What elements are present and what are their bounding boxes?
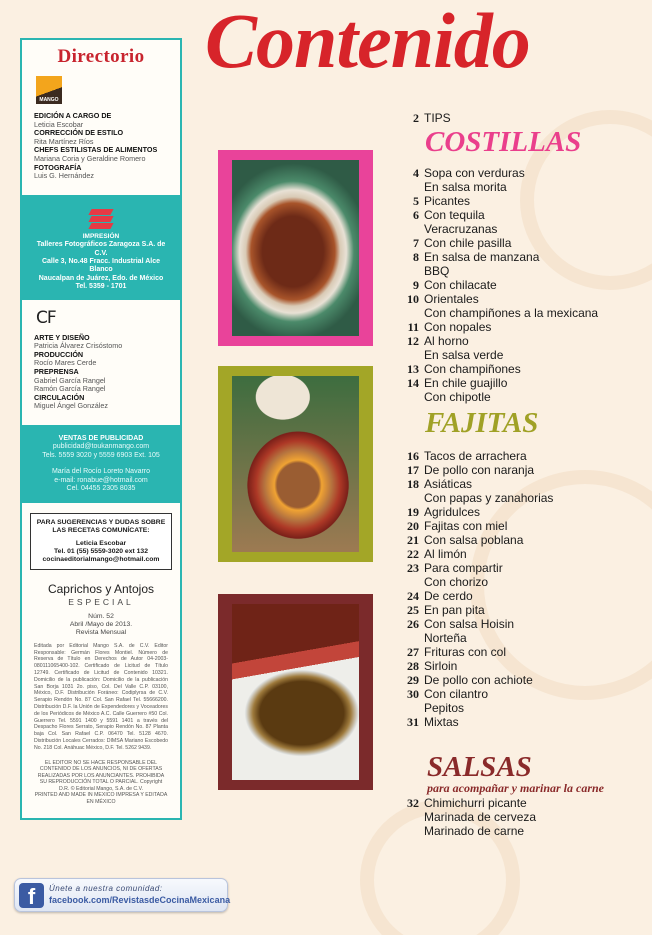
toc-entry[interactable] — [393, 111, 643, 125]
toc-recipe-title: Chimichurri picante — [424, 796, 527, 810]
toc-page-number: 19 — [407, 505, 419, 519]
zaragoza-logo — [87, 207, 115, 229]
toc-page-number: 8 — [413, 250, 419, 264]
toc-page-number: 12 — [407, 334, 419, 348]
magazine-name: Caprichos y Antojos — [47, 582, 155, 597]
toc-recipe-title: De cerdo — [424, 589, 473, 603]
toc-entry[interactable] — [393, 376, 643, 390]
toc-entry[interactable] — [393, 715, 643, 729]
toc-recipe-title: Para compartir — [424, 561, 503, 575]
toc-entry[interactable] — [393, 292, 643, 306]
credit-role: CHEFS ESTILISTAS DE ALIMENTOS — [34, 145, 158, 155]
toc-entry[interactable] — [393, 824, 643, 838]
toc-entry[interactable] — [393, 463, 643, 477]
credit-role: EDICIÓN A CARGO DE — [34, 111, 112, 120]
toc-page-number: 14 — [407, 376, 419, 390]
toc-entry[interactable] — [393, 449, 643, 463]
toc-entry[interactable] — [393, 547, 643, 561]
toc-recipe-title: Pepitos — [424, 701, 465, 715]
toc-page-number: 13 — [407, 362, 419, 376]
toc-entry[interactable] — [393, 362, 643, 376]
section-fajitas: FAJITAS — [425, 407, 539, 439]
toc-entry[interactable] — [393, 264, 643, 278]
toc-entry[interactable] — [393, 320, 643, 334]
directory-panel — [20, 38, 182, 820]
toc-entry[interactable] — [393, 348, 643, 362]
toc-recipe-title: Con nopales — [424, 320, 492, 334]
toc-recipe-title: Con champiñones — [424, 362, 521, 376]
toc-page-number: 17 — [407, 463, 419, 477]
toc-page-number: 28 — [407, 659, 419, 673]
toc-recipe-title: Fajitas con miel — [424, 519, 508, 533]
toc-entry[interactable] — [393, 208, 643, 222]
toc-recipe-title: Marinado de carne — [424, 824, 525, 838]
toc-recipe-title: BBQ — [424, 264, 450, 278]
toc-recipe-title: Norteña — [424, 631, 467, 645]
toc-entry[interactable] — [393, 687, 643, 701]
section-salsas: SALSAS — [427, 751, 532, 783]
credit-name: Gabriel García Rangel — [34, 375, 106, 385]
toc-page-number: 7 — [413, 236, 419, 250]
toc-recipe-title: En pan pita — [424, 603, 485, 617]
facebook-link[interactable]: facebook.com/RevistasdeCocinaMexicana — [49, 895, 231, 905]
toc-page-number: 11 — [407, 320, 419, 334]
disclaimer-text: EL EDITOR NO SE HACE RESPONSABLE DEL CONTENIDO DE LOS ANUNCIOS, NI DE OFERTAS REALIZADAS POR LOS ANUNCIANTES. PROHIBIDA SU REPRODUCCIÓN TOTAL O PARCIAL. Copyright D.R. © Editorial Mango, S.A. de C.V. PRINTED AND MADE IN MEXICO IMPRESA Y EDITADA EN MÉXICO — [34, 759, 168, 806]
toc-entry[interactable] — [393, 334, 643, 348]
toc-entry[interactable] — [393, 701, 643, 715]
facebook-banner[interactable] — [14, 878, 231, 912]
toc-recipe-title: Picantes — [424, 194, 471, 208]
toc-entry[interactable] — [393, 180, 643, 194]
ribs-photo — [218, 150, 373, 346]
toc-page-number: 10 — [407, 292, 419, 306]
toc-entry[interactable] — [393, 673, 643, 687]
toc-entry[interactable] — [393, 631, 643, 645]
toc-entry[interactable] — [393, 533, 643, 547]
toc-recipe-title: Con champiñones a la mexicana — [424, 306, 599, 320]
facebook-icon: f — [19, 883, 44, 908]
toc-entry[interactable] — [393, 810, 643, 824]
toc-recipe-title: Al limón — [424, 547, 467, 561]
credit-name: Rocío Mares Cerde — [34, 358, 97, 368]
credit-name: Rita Martínez Ríos — [34, 136, 94, 146]
toc-entry[interactable] — [393, 603, 643, 617]
toc-recipe-title: Con salsa poblana — [424, 533, 524, 547]
ads-block: VENTAS DE PUBLICIDAD publicidad@toukanmango.com Tels. 5559 3020 y 5559 6903 Ext. 105 María del Rocío Loreto Navarro e-mail: ronabue@hotmail.com Cel. 04455 2305 8035 — [22, 425, 180, 503]
toc-page-number: 6 — [413, 208, 419, 222]
toc-entry[interactable] — [393, 561, 643, 575]
toc-recipe-title: Frituras con col — [424, 645, 507, 659]
toc-page-number: 25 — [407, 603, 419, 617]
credit-name: Luis G. Hernández — [34, 171, 94, 181]
toc-page-number: 26 — [407, 617, 419, 631]
toc-recipe-title: Tacos de arrachera — [424, 449, 527, 463]
legal-text: Editada por Editorial Mango S.A. de C.V. Editor Responsable: Germán Flores Montiel. Número de Reserva de Título en Derechos de Autor 04-2003-080111065400-102. Certificado de Licitud de Título 12749. Certificado de Licitud de Contenido 10321. Domicilio de la publicación: Domicilio de la publicación San Borja 1031 2o. piso, Col. Del Valle C.P. 03100, México, D.F. Distribución Foráneo: Codiplyrsa de C.V. Serapio Rendón No. 87 Col. San Rafael Tel. 55666200. Distribución D.F. la Unión de Expendedores y Voceadores de los Periódicos de México A.C. Calle Guerrero #50 Col. Guerrero Tel. 5591 1400 y 5591 1401 a través del Despacho Flores Serrato, Serapio Rendón No. 87 Planta baja Col. San Rafael C.P. 06470 Tel. 5128 4670. Distribución Locales Cerrados: DIMSA Mariano Escobedo No. 218 Col. Anáhuac México, D.F. Tel. 5262 9439. — [34, 642, 168, 751]
printing-block: IMPRESIÓN Talleres Fotográficos Zaragoza S.A. de C.V. Calle 3, No.48 Fracc. Industrial Alce Blanco Naucalpan de Juárez, Edo. de México Tel. 5359 - 1701 — [22, 195, 180, 300]
toc-entry[interactable] — [393, 659, 643, 673]
toc-recipe-title: Con cilantro — [424, 687, 489, 701]
toc-entry[interactable] — [393, 166, 643, 180]
toc-entry[interactable] — [393, 390, 643, 404]
toc-recipe-title: Con salsa Hoisin — [424, 617, 515, 631]
toc-recipe-title: Con tequila — [424, 208, 485, 222]
toc-page-number: 22 — [407, 547, 419, 561]
toc-page-number: 23 — [407, 561, 419, 575]
toc-page-number: 27 — [407, 645, 419, 659]
section-costillas: COSTILLAS — [425, 126, 582, 158]
toc-entry[interactable] — [393, 250, 643, 264]
salsa-photo — [218, 594, 373, 790]
toc-recipe-title: En salsa de manzana — [424, 250, 540, 264]
toc-page-number: 18 — [407, 477, 419, 491]
toc-entry[interactable] — [393, 222, 643, 236]
toc-entry[interactable] — [393, 491, 643, 505]
toc-entry[interactable] — [393, 194, 643, 208]
credit-role: ARTE Y DISEÑO — [34, 332, 90, 342]
toc-recipe-title: De pollo con achiote — [424, 673, 533, 687]
toc-page-number: 4 — [413, 166, 419, 180]
toc-entry[interactable] — [393, 477, 643, 491]
toc-recipe-title: En salsa morita — [424, 180, 507, 194]
toc-recipe-title: Marinada de cerveza — [424, 810, 537, 824]
toc-page-number: 5 — [413, 194, 419, 208]
toc-recipe-title: Con chile pasilla — [424, 236, 512, 250]
credits-editorial — [22, 112, 180, 181]
toc-page-number: 32 — [407, 796, 419, 810]
toc-page-number: 31 — [407, 715, 419, 729]
toc-recipe-title: Mixtas — [424, 715, 459, 729]
credits-production — [22, 334, 180, 411]
toc-entry[interactable] — [393, 519, 643, 533]
toc-entry[interactable] — [393, 278, 643, 292]
credit-role: CORRECCIÓN DE ESTILO — [34, 128, 124, 138]
directory-title: Directorio — [57, 46, 145, 67]
toc-entry[interactable] — [393, 236, 643, 250]
credit-name: Miguel Ángel González — [34, 401, 108, 411]
toc-entry[interactable] — [393, 617, 643, 631]
toc-entry[interactable] — [393, 589, 643, 603]
issue-info: Núm. 52 Abril /Mayo de 2013. Revista Mensual — [69, 613, 133, 636]
credit-name: Mariana Coria y Geraldine Romero — [34, 153, 146, 163]
toc-recipe-title: Veracruzanas — [424, 222, 498, 236]
page-title: Contenido — [205, 0, 530, 84]
toc-entry[interactable] — [393, 306, 643, 320]
toc-page-number: 2 — [413, 111, 419, 125]
toc-recipe-title: Agridulces — [424, 505, 481, 519]
toc-page-number: 21 — [407, 533, 419, 547]
toc-recipe-title: En chile guajillo — [424, 376, 508, 390]
toc-recipe-title: Sopa con verduras — [424, 166, 525, 180]
mango-logo: MANGO — [36, 76, 62, 104]
suggestions-box: PARA SUGERENCIAS Y DUDAS SOBRE LAS RECETAS COMUNÍCATE: Leticia Escobar Tel. 01 (55) 5559-3020 ext 132 cocinaeditorialmango@hotmail.com — [30, 513, 172, 570]
credit-role: PRODUCCIÓN — [34, 349, 84, 359]
fajitas-photo — [218, 366, 373, 562]
toc-entry[interactable] — [393, 575, 643, 589]
toc-recipe-title: Con chorizo — [424, 575, 489, 589]
toc-recipe-title: Con chipotle — [424, 390, 491, 404]
toc-entry[interactable] — [393, 505, 643, 519]
toc-page-number: 29 — [407, 673, 419, 687]
toc-recipe-title: Con chilacate — [424, 278, 497, 292]
credit-name: Leticia Escobar — [34, 119, 84, 129]
credit-role: FOTOGRAFÍA — [34, 162, 82, 172]
credit-name: Patricia Álvarez Crisóstomo — [34, 341, 123, 351]
credit-role: CIRCULACIÓN — [34, 392, 85, 402]
toc-recipe-title: Orientales — [424, 292, 479, 306]
toc-recipe-title: Con papas y zanahorias — [424, 491, 554, 505]
toc-entry[interactable] — [393, 645, 643, 659]
toc-recipe-title: En salsa verde — [424, 348, 504, 362]
credit-name: Ramón García Rangel — [34, 384, 106, 394]
toc-page-number: 30 — [407, 687, 419, 701]
toc-page-number: 16 — [407, 449, 419, 463]
section-salsas-subtitle: para acompañar y marinar la carne — [427, 781, 605, 795]
toc-recipe-title: TIPS — [424, 111, 451, 125]
toc-page-number: 9 — [413, 278, 419, 292]
toc-recipe-title: Sirloin — [424, 659, 458, 673]
magazine-edition: ESPECIAL — [68, 597, 134, 608]
toc-recipe-title: Al horno — [424, 334, 469, 348]
toc-page-number: 24 — [407, 589, 419, 603]
toc-recipe-title: De pollo con naranja — [424, 463, 535, 477]
cf-logo: CF — [36, 307, 56, 328]
credit-role: PREPRENSA — [34, 366, 79, 376]
toc-page-number: 20 — [407, 519, 419, 533]
toc-recipe-title: Asiáticas — [424, 477, 473, 491]
facebook-invite: Únete a nuestra comunidad: — [49, 884, 163, 893]
toc-entry[interactable] — [393, 796, 643, 810]
